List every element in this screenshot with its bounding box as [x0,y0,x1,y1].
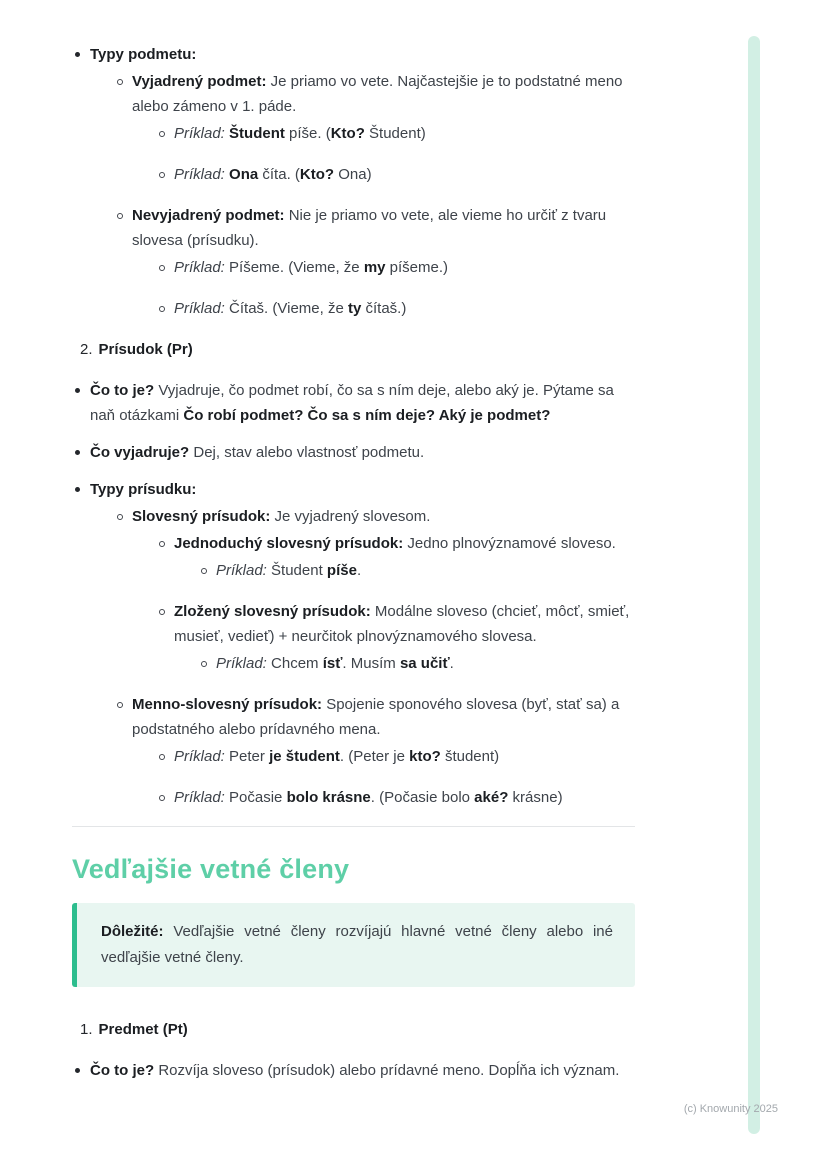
example-list [156,255,635,321]
item-zlozeny-prisudok [156,599,635,676]
text-segment: Rozvíja sloveso (prísudok) alebo prídavné meno. Dopĺňa ich význam. [154,1062,620,1079]
example-peter-student [156,744,635,769]
example-label: Príklad: [174,125,230,142]
text-segment: . [449,655,454,672]
example-label: Príklad: [216,562,272,579]
sub-list-typy-prisudku [114,504,635,810]
text-segment: čítaš.) [361,300,407,317]
term-bold: Čo vyjadruje? [90,444,190,461]
text-segment: Je vyjadrený slovesom. [270,508,431,525]
text-segment: Jedno plnovýznamové sloveso. [403,535,616,552]
callout-text: Vedľajšie vetné členy rozvíjajú hlavné vetné členy alebo iné vedľajšie vetné členy. [101,923,613,966]
text-segment: Študent) [364,125,426,142]
text-segment: Modálne sloveso (chcieť, môcť, smieť, musieť, vedieť) + neurčitok plnovýznamového slovesa. [174,603,630,645]
term-bold: my [363,259,386,276]
text-segment: . Musím [342,655,400,672]
text-segment: . (Peter je [339,748,410,765]
example-pocasie-krasne [156,785,635,810]
text-segment: Píšeme. (Vieme, že [229,259,364,276]
text-segment: . [356,562,362,579]
item-jednoduchy-prisudok [156,531,635,583]
text-segment: Študent [271,562,327,579]
term-bold: Študent [229,125,285,142]
text-segment: Dej, stav alebo vlastnosť podmetu. [189,444,425,461]
heading-number: 1. [80,1021,93,1038]
term-bold: Jednoduchý slovesný prísudok: [174,535,404,552]
item-co-to-je-prisudok [72,378,635,428]
term-bold: je študent [269,748,340,765]
example-piseme [156,255,635,280]
item-nevyjadreny-podmet [114,203,635,321]
section-divider [72,826,635,827]
text-segment: študent) [440,748,500,765]
text-segment: číta. ( [258,166,300,183]
text-segment: Vyjadruje, čo podmet robí, čo sa s ním deje, alebo aký je. Pýtame sa naň otázkami [90,382,614,424]
bullet-list-prisudok [72,378,635,810]
scrollbar[interactable] [748,36,760,1134]
text-segment: Čítaš. (Vieme, že [229,300,348,317]
example-label: Príklad: [174,748,230,765]
term-bold: Typy podmetu: [90,46,197,63]
item-menno-slovesny-prisudok [114,692,635,810]
numbered-heading-prisudok [80,337,635,362]
term-bold: Čo to je? [90,382,155,399]
heading-label: Prísudok (Pr) [98,341,193,358]
callout-important [72,903,635,987]
example-ona-cita [156,162,635,187]
term-bold: bolo krásne [286,789,371,806]
text-segment: Ona) [334,166,372,183]
term-bold: Menno-slovesný prísudok: [132,696,323,713]
text-segment: Nie je priamo vo vete, ale vieme ho určiť z tvaru slovesa (prísudku). [132,207,607,249]
example-list [156,744,635,810]
term-bold: píše [326,562,357,579]
item-co-to-je-predmet [72,1058,635,1083]
item-slovesny-prisudok [114,504,635,676]
text-segment: krásne) [508,789,563,806]
section-heading: Vedľajšie vetné členy [72,854,350,884]
term-bold: ty [347,300,362,317]
text-segment: píšeme.) [385,259,449,276]
term-bold: Slovesný prísudok: [132,508,271,525]
bullet-list-podmet [72,42,635,321]
term-bold: Zložený slovesný prísudok: [174,603,371,620]
example-student-pise-2 [198,558,635,583]
text-segment: Počasie [229,789,287,806]
example-chcem-ist [198,651,635,676]
term-bold: Čo to je? [90,1062,155,1079]
term-bold: sa učiť [399,655,450,672]
text-segment: . (Počasie bolo [370,789,475,806]
example-label: Príklad: [174,789,230,806]
sub-list-typy-podmetu [114,69,635,321]
item-co-vyjadruje [72,440,635,465]
term-bold: aké? [474,789,509,806]
item-vyjadreny-podmet [114,69,635,187]
document-content [72,42,635,1083]
term-bold: Kto? [299,166,335,183]
bullet-list-predmet [72,1058,635,1083]
text-segment: Peter [229,748,270,765]
numbered-heading-predmet [80,1017,635,1042]
callout-label: Dôležité: [101,923,164,940]
example-label: Príklad: [174,300,230,317]
heading-number: 2. [80,341,93,358]
example-list [198,651,635,676]
term-bold: ísť [322,655,343,672]
example-label: Príklad: [216,655,272,672]
text-segment: píše. ( [284,125,331,142]
heading-label: Predmet (Pt) [98,1021,188,1038]
term-bold: Čo robí podmet? Čo sa s ním deje? Aký je podmet? [183,407,551,424]
sub-list-slovesny [156,531,635,676]
term-bold: Typy prísudku: [90,481,197,498]
example-list [156,121,635,187]
term-bold: Kto? [330,125,365,142]
text-segment: Je priamo vo vete. Najčastejšie je to podstatné meno alebo zámeno v 1. páde. [132,73,623,115]
term-bold: Vyjadrený podmet: [132,73,267,90]
term-bold: Ona [229,166,259,183]
text-segment: Spojenie sponového slovesa (byť, stať sa) a podstatného alebo prídavného mena. [132,696,620,738]
text-segment: Chcem [271,655,323,672]
item-typy-podmetu [72,42,635,321]
copyright-watermark: (c) Knowunity 2025 [683,1103,778,1115]
example-label: Príklad: [174,166,230,183]
term-bold: kto? [409,748,441,765]
example-label: Príklad: [174,259,230,276]
example-citas [156,296,635,321]
example-student-pise [156,121,635,146]
term-bold: Nevyjadrený podmet: [132,207,285,224]
example-list [198,558,635,583]
item-typy-prisudku [72,477,635,810]
